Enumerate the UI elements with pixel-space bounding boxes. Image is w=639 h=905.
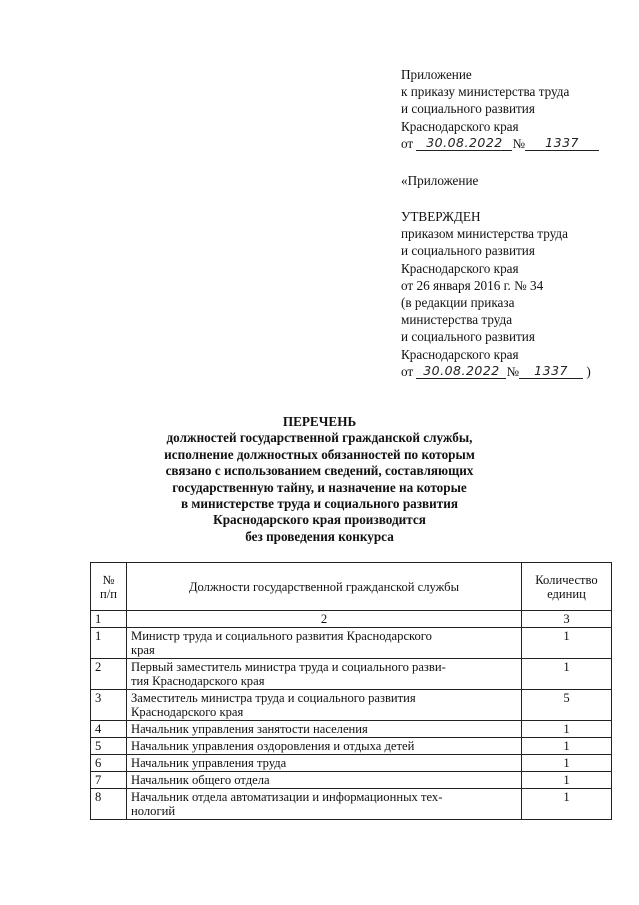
position-line: нологий (131, 804, 176, 818)
approval-line: Краснодарского края (401, 260, 519, 276)
index-cell: 2 (127, 611, 522, 628)
header-line: Приложение (401, 67, 472, 82)
position-line: Заместитель министра труда и социального развития (131, 691, 416, 705)
row-quantity: 1 (522, 628, 612, 659)
position-line: края (131, 643, 155, 657)
row-position (127, 628, 522, 659)
position-line: Первый заместитель министра труда и социального разви- (131, 660, 446, 674)
table-row (91, 738, 612, 755)
index-cell: 3 (522, 611, 612, 628)
position-line: Начальник управления занятости населения (131, 722, 368, 736)
row-number: 5 (91, 738, 127, 755)
position-line: Начальник управления труда (131, 756, 287, 770)
approval-line: Краснодарского края (401, 346, 519, 362)
number-prefix: № (512, 135, 526, 151)
row-number: 7 (91, 772, 127, 789)
order-date-line (401, 135, 599, 152)
approval-line: от 26 января 2016 г. № 34 (401, 277, 544, 293)
date-prefix: от (401, 135, 414, 151)
handwritten-number: 1337 (534, 362, 568, 378)
approval-line: и социального развития (401, 329, 535, 345)
row-quantity: 1 (522, 659, 612, 690)
closing-parenthesis: ) (586, 363, 591, 379)
position-line: Начальник управления оздоровления и отдыха детей (131, 739, 415, 753)
position-line: Краснодарского края (131, 705, 244, 719)
row-quantity: 1 (522, 755, 612, 772)
title-line: без проведения конкурса (245, 528, 394, 544)
approval-line: и социального развития (401, 243, 535, 259)
row-number: 1 (91, 628, 127, 659)
handwritten-date: 30.08.2022 (426, 134, 503, 150)
document-title (0, 414, 639, 545)
header-num-line: п/п (100, 586, 117, 601)
handwritten-number: 1337 (545, 134, 579, 150)
handwritten-date-field (416, 135, 512, 151)
title-line: в министерстве труда и социального развития (181, 496, 458, 512)
title-line: Краснодарского края производится (213, 512, 426, 528)
table-row (91, 789, 612, 820)
appendix-label: «Приложение (401, 173, 479, 188)
row-position (127, 690, 522, 721)
date-prefix: от (401, 363, 414, 379)
number-prefix: № (506, 363, 520, 379)
row-position (127, 659, 522, 690)
approval-line: (в редакции приказа (401, 295, 515, 311)
row-quantity: 1 (522, 789, 612, 820)
header-position: Должности государственной гражданской службы (127, 563, 522, 611)
position-line: Начальник общего отдела (131, 773, 270, 787)
title-line: связано с использованием сведений, составляющих (165, 463, 474, 479)
header-qty-line: Количество (535, 572, 598, 587)
header-line: Краснодарского края (401, 118, 519, 134)
row-number: 6 (91, 755, 127, 772)
header-qty (522, 563, 612, 611)
title-line: исполнение должностных обязанностей по которым (164, 446, 475, 462)
table-row (91, 772, 612, 789)
row-quantity: 1 (522, 772, 612, 789)
positions-table (90, 562, 612, 820)
title-line: должностей государственной гражданской службы, (166, 430, 473, 446)
header-line: и социального развития (401, 101, 535, 117)
position-line: тия Краснодарского края (131, 674, 265, 688)
title-line: государственную тайну, и назначение на которые (172, 479, 467, 495)
index-cell: 1 (91, 611, 127, 628)
header-qty-line: единиц (547, 586, 586, 601)
row-position (127, 755, 522, 772)
table-row (91, 755, 612, 772)
approval-date-line (401, 363, 591, 380)
row-number: 3 (91, 690, 127, 721)
title-line: ПЕРЕЧЕНЬ (282, 414, 357, 429)
table-header-row (91, 563, 612, 611)
row-quantity: 5 (522, 690, 612, 721)
handwritten-number-field (525, 135, 599, 151)
row-position (127, 789, 522, 820)
table-row (91, 690, 612, 721)
table-row (91, 721, 612, 738)
position-line: Министр труда и социального развития Краснодарского (131, 629, 432, 643)
approval-line: приказом министерства труда (401, 226, 568, 242)
row-number: 2 (91, 659, 127, 690)
column-index-row (91, 611, 612, 628)
table-row (91, 659, 612, 690)
approval-line: УТВЕРЖДЕН (401, 209, 481, 224)
row-number: 8 (91, 789, 127, 820)
row-position (127, 721, 522, 738)
order-reference-block (401, 66, 599, 152)
row-quantity: 1 (522, 738, 612, 755)
table-row (91, 628, 612, 659)
header-line: к приказу министерства труда (401, 84, 570, 100)
approval-block (401, 208, 591, 380)
row-position (127, 772, 522, 789)
header-num-line: № (102, 572, 115, 587)
handwritten-number-field (519, 363, 583, 379)
handwritten-date-field (416, 363, 506, 379)
quoted-appendix-label (401, 172, 478, 189)
approval-line: министерства труда (401, 312, 513, 328)
row-position (127, 738, 522, 755)
position-line: Начальник отдела автоматизации и информационных тех- (131, 790, 443, 804)
row-quantity: 1 (522, 721, 612, 738)
header-num (91, 563, 127, 611)
row-number: 4 (91, 721, 127, 738)
handwritten-date: 30.08.2022 (423, 362, 500, 378)
